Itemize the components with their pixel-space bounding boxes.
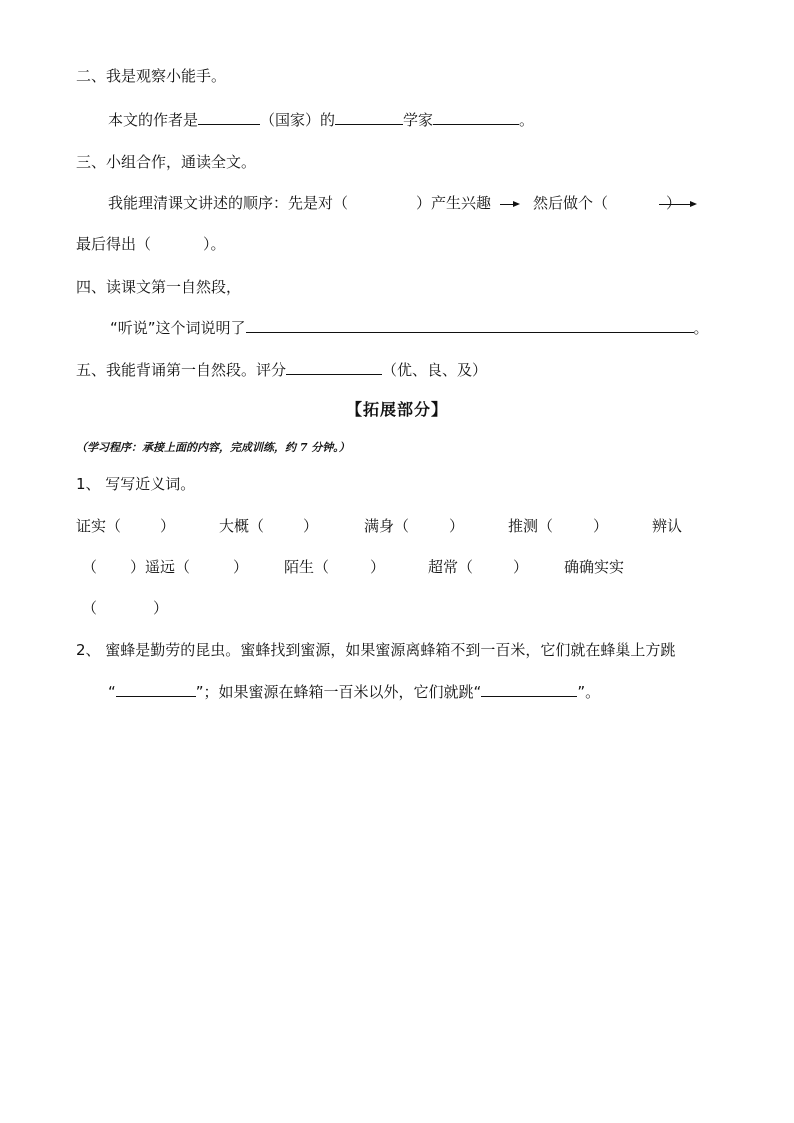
word-item: （ bbox=[82, 558, 98, 576]
word-item: ）遥远（ bbox=[130, 558, 191, 576]
word-item: ） bbox=[153, 599, 169, 617]
blank-name[interactable] bbox=[433, 110, 519, 125]
word-item: ） bbox=[160, 517, 176, 535]
blank-dance-far[interactable] bbox=[481, 682, 577, 697]
q1-title: 1、 写写近义词。 bbox=[76, 475, 196, 493]
section-3-question bbox=[108, 193, 681, 213]
word-item: 超常（ bbox=[428, 558, 474, 576]
word-item: 确确实实 bbox=[564, 558, 625, 576]
q2-fill bbox=[108, 682, 600, 702]
extension-note: （学习程序：承接上面的内容，完成训练，约 7 分钟。） bbox=[76, 441, 350, 454]
text: 最后得出（ bbox=[76, 235, 152, 253]
word-item: 陌生（ bbox=[284, 558, 330, 576]
section-5 bbox=[76, 360, 487, 380]
blank-country-author[interactable] bbox=[198, 110, 260, 125]
text: ） bbox=[666, 194, 682, 212]
text: “听说”这个词说明了 bbox=[110, 319, 246, 337]
text: （国家）的 bbox=[260, 111, 336, 129]
word-item: （ bbox=[82, 599, 98, 617]
extension-heading: 【拓展部分】 bbox=[345, 400, 448, 419]
word-item: ） bbox=[233, 558, 249, 576]
blank-dance-near[interactable] bbox=[116, 682, 196, 697]
blank-field[interactable] bbox=[335, 110, 403, 125]
word-item: 辨认 bbox=[652, 517, 683, 535]
word-item: ） bbox=[449, 517, 465, 535]
arrow-icon bbox=[500, 204, 518, 205]
word-item: ） bbox=[370, 558, 386, 576]
arrow-icon bbox=[659, 204, 695, 205]
text: ”。 bbox=[577, 683, 601, 701]
word-item: 大概（ bbox=[219, 517, 265, 535]
text: ”；如果蜜源在蜂箱一百米以外，它们就跳“ bbox=[195, 683, 482, 701]
text: 。 bbox=[519, 111, 535, 129]
text: “ bbox=[108, 683, 116, 701]
blank-score[interactable] bbox=[286, 360, 382, 375]
text: 五、我能背诵第一自然段。评分 bbox=[76, 361, 287, 379]
text: 本文的作者是 bbox=[108, 111, 199, 129]
section-2-question bbox=[108, 110, 534, 130]
word-item: 满身（ bbox=[364, 517, 410, 535]
text: ）。 bbox=[203, 235, 226, 253]
word-item: ） bbox=[513, 558, 529, 576]
word-item: ） bbox=[593, 517, 609, 535]
word-item: ） bbox=[303, 517, 319, 535]
text: 。 bbox=[693, 319, 709, 337]
blank-explain[interactable] bbox=[246, 318, 694, 333]
section-4-title: 四、读课文第一自然段， bbox=[76, 278, 242, 296]
text: 我能理清课文讲述的顺序：先是对（ bbox=[108, 194, 349, 212]
section-4-question bbox=[110, 318, 709, 338]
word-item: 证实（ bbox=[76, 517, 122, 535]
word-item: 推测（ bbox=[508, 517, 554, 535]
section-3-conclusion bbox=[76, 234, 226, 254]
text: （优、良、及） bbox=[382, 361, 488, 379]
text: ）产生兴趣 bbox=[416, 194, 492, 212]
section-3-title: 三、小组合作，通读全文。 bbox=[76, 153, 257, 171]
q2-text: 2、 蜜蜂是勤劳的昆虫。蜜蜂找到蜜源，如果蜜源离蜂箱不到一百米，它们就在蜂巢上方跳 bbox=[76, 641, 676, 659]
section-2-title: 二、我是观察小能手。 bbox=[76, 67, 227, 85]
text: 学家 bbox=[403, 111, 434, 129]
text: 然后做个（ bbox=[533, 194, 609, 212]
